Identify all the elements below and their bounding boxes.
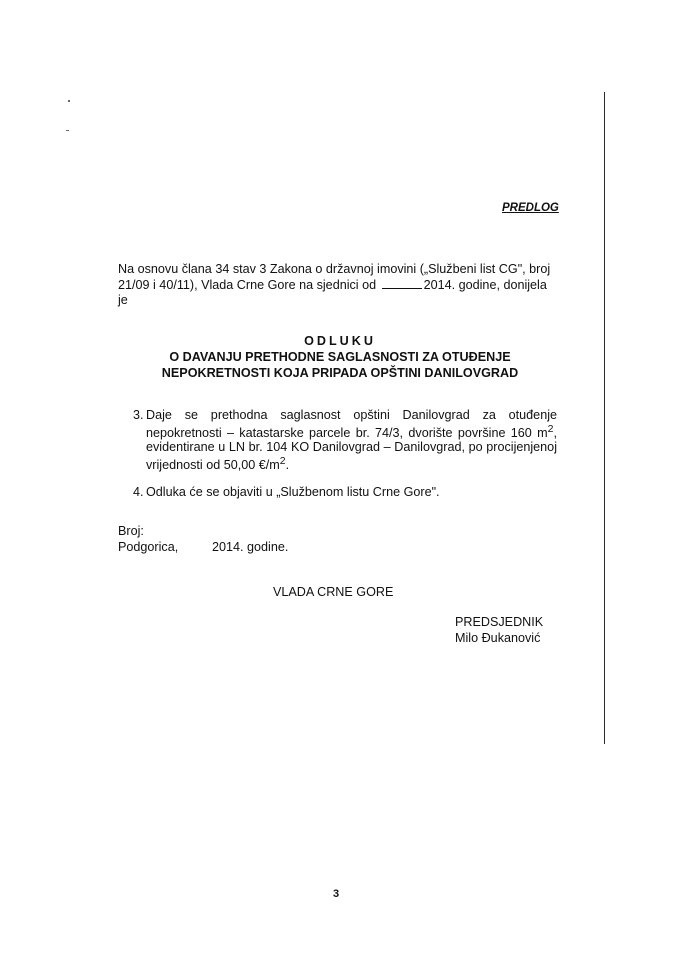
scan-speck bbox=[68, 100, 70, 102]
superscript: 2 bbox=[279, 455, 286, 468]
list-item bbox=[133, 408, 557, 472]
page-number: 3 bbox=[333, 888, 340, 900]
item-text: Odluka će se objaviti u „Službenom listu Crne Gore". bbox=[146, 485, 440, 499]
decision-subtitle-1: O DAVANJU PRETHODNE SAGLASNOSTI ZA OTUĐENJE bbox=[169, 350, 511, 364]
item-text bbox=[146, 408, 557, 472]
intro-line-2-start: 21/09 i 40/11), Vlada Crne Gore na sjednici od bbox=[118, 278, 377, 292]
signatory-name: Milo Đukanović bbox=[455, 631, 541, 645]
item-text-part: . bbox=[285, 458, 290, 473]
intro-paragraph bbox=[118, 262, 556, 308]
item-number: 3. bbox=[133, 408, 144, 422]
intro-line-3: je bbox=[118, 293, 128, 307]
predlog-label: PREDLOG bbox=[502, 202, 559, 214]
date-blank bbox=[382, 277, 422, 289]
signatory-role: PREDSJEDNIK bbox=[455, 615, 544, 629]
item-text-part: Daje se prethodna saglasnost opštini Danilovgrad za otuđenje nepokretnosti – katastarske parcele br. 74/3, dvorište površine 160 m bbox=[146, 408, 557, 441]
intro-line-2-end: 2014. godine, donijela bbox=[423, 278, 547, 292]
date-label: 2014. godine. bbox=[212, 540, 289, 554]
margin-line bbox=[604, 92, 605, 744]
place-label: Podgorica, bbox=[118, 540, 179, 554]
decision-title: ODLUKU bbox=[304, 334, 376, 348]
superscript: 2 bbox=[547, 423, 554, 435]
list-item bbox=[133, 485, 557, 499]
government-name: VLADA CRNE GORE bbox=[273, 585, 394, 599]
item-number: 4. bbox=[133, 485, 144, 499]
intro-line-1: Na osnovu člana 34 stav 3 Zakona o državnoj imovini („Službeni list CG", broj bbox=[118, 262, 551, 276]
item-text-part: , evidentirane u LN br. 104 KO Danilovgrad – Danilovgrad, po procijenjenoj vrijednosti od 50,00 €/m bbox=[146, 426, 557, 473]
decision-subtitle-2: NEPOKRETNOSTI KOJA PRIPADA OPŠTINI DANILOVGRAD bbox=[161, 366, 519, 380]
broj-label: Broj: bbox=[118, 524, 144, 538]
intro-line-2 bbox=[118, 277, 556, 293]
scan-speck bbox=[66, 130, 69, 131]
